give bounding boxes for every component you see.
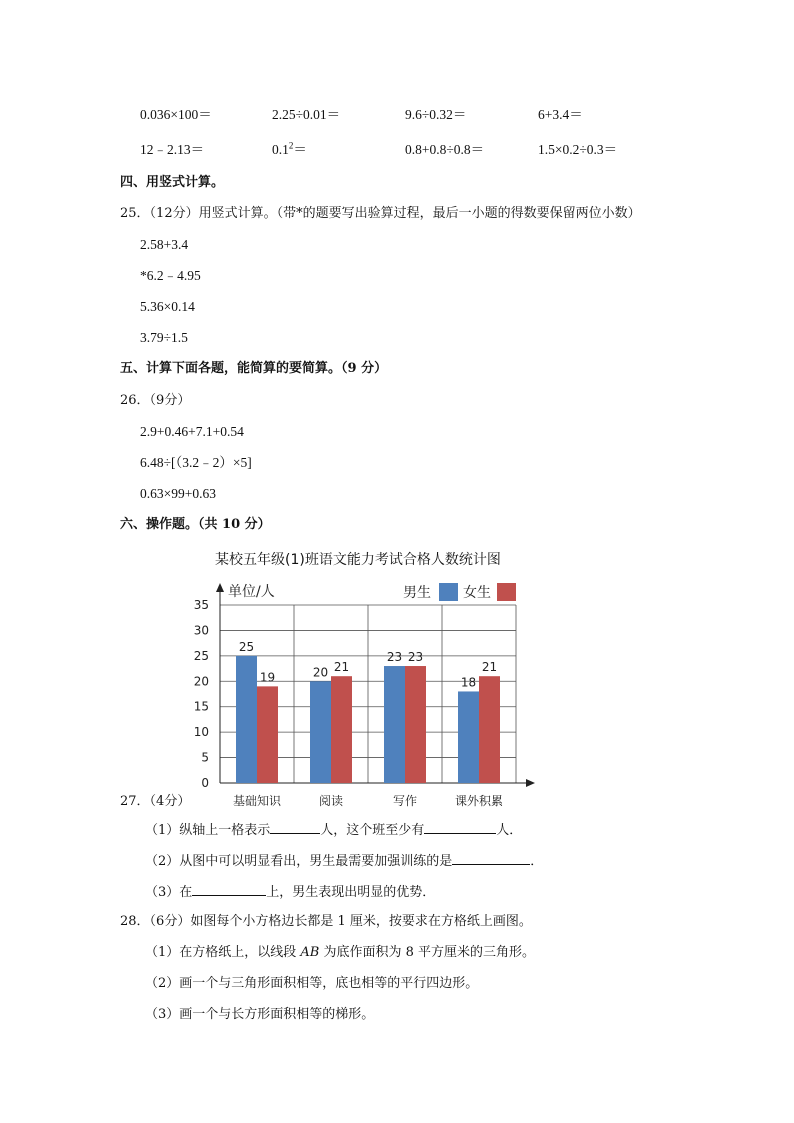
calc-item: 2.9+0.46+7.1+0.54 bbox=[140, 424, 244, 439]
y-tick-label: 0 bbox=[201, 776, 209, 790]
question-28-3: （3）画一个与长方形面积相等的梯形。 bbox=[145, 1007, 375, 1022]
bar bbox=[479, 676, 500, 783]
bar bbox=[236, 656, 257, 783]
y-tick-label: 20 bbox=[193, 674, 209, 689]
calc-item: 6.48÷[（3.2﹣2）×5] bbox=[140, 455, 252, 470]
y-axis-arrow bbox=[216, 583, 224, 592]
legend-swatch bbox=[497, 583, 516, 601]
calc-base: 0.1 bbox=[272, 142, 289, 157]
data-label: 23 bbox=[386, 650, 403, 665]
calc-equals: ＝ bbox=[293, 142, 307, 157]
x-axis-arrow bbox=[526, 779, 535, 787]
section-heading: 五、计算下面各题，能简算的要简算。（9 分） bbox=[120, 361, 388, 376]
calc-item: 0.036×100＝ bbox=[140, 107, 212, 122]
calc-item: 1.5×0.2÷0.3＝ bbox=[538, 142, 618, 157]
bar bbox=[384, 666, 405, 783]
data-label: 21 bbox=[333, 660, 350, 675]
calc-item: 5.36×0.14 bbox=[140, 299, 195, 314]
y-tick-label: 10 bbox=[193, 725, 209, 740]
y-tick-label: 35 bbox=[193, 598, 209, 612]
data-label: 23 bbox=[407, 650, 424, 665]
data-label: 25 bbox=[238, 639, 255, 654]
calc-exponent: 2 bbox=[288, 140, 294, 151]
x-tick-label: 基础知识 bbox=[232, 794, 282, 808]
question-27-2: （2）从图中可以明显看出，男生最需要加强训练的是 ． bbox=[145, 851, 543, 870]
calc-item: 0.63×99+0.63 bbox=[140, 486, 216, 501]
answer-blank[interactable] bbox=[452, 851, 530, 865]
x-tick-label: 阅读 bbox=[318, 794, 344, 808]
question-27-label: 27．（4分） bbox=[120, 794, 191, 809]
x-tick-label: 写作 bbox=[392, 794, 418, 808]
bar bbox=[310, 681, 331, 783]
calc-item: 6+3.4＝ bbox=[538, 107, 583, 122]
x-tick-label: 课外积累 bbox=[454, 794, 504, 808]
question-25: 25．（12分）用竖式计算。（带*的题要写出验算过程，最后一小题的得数要保留两位小数） bbox=[120, 206, 641, 221]
data-label: 19 bbox=[259, 670, 276, 685]
data-label: 20 bbox=[312, 665, 329, 680]
data-label: 18 bbox=[460, 675, 477, 690]
calc-item: 12﹣2.13＝ bbox=[140, 142, 205, 157]
question-26: 26．（9分） bbox=[120, 393, 191, 408]
answer-blank[interactable] bbox=[192, 882, 266, 896]
chart-title: 某校五年级(1)班语文能力考试合格人数统计图 bbox=[215, 552, 501, 568]
calc-item: 3.79÷1.5 bbox=[140, 330, 188, 345]
y-axis-label: 单位/人 bbox=[228, 584, 275, 600]
bar bbox=[331, 676, 352, 783]
answer-blank[interactable] bbox=[270, 820, 320, 834]
y-tick-label: 25 bbox=[193, 648, 209, 663]
bar bbox=[458, 691, 479, 783]
calc-item: 2.58+3.4 bbox=[140, 237, 189, 252]
y-tick-label: 30 bbox=[193, 623, 209, 638]
question-28-label: 28．（6分）如图每个小方格边长都是 1 厘米，按要求在方格纸上画图。 bbox=[120, 914, 532, 929]
calc-item bbox=[272, 142, 307, 158]
calc-item: *6.2﹣4.95 bbox=[140, 268, 201, 283]
data-label: 21 bbox=[481, 660, 498, 675]
section-heading: 六、操作题。（共 10 分） bbox=[120, 517, 271, 532]
calc-item: 2.25÷0.01＝ bbox=[272, 107, 341, 122]
question-28-2: （2）画一个与三角形面积相等，底也相等的平行四边形。 bbox=[145, 976, 479, 991]
question-28-1: （1）在方格纸上，以线段 AB 为底作面积为 8 平方厘米的三角形。 bbox=[145, 945, 536, 960]
legend-swatch bbox=[439, 583, 458, 601]
bar-chart bbox=[0, 570, 794, 830]
y-tick-label: 15 bbox=[193, 699, 209, 714]
section-heading: 四、用竖式计算。 bbox=[120, 175, 225, 190]
segment-ab: AB bbox=[300, 945, 320, 960]
y-tick-label: 5 bbox=[201, 750, 209, 765]
legend-label: 女生 bbox=[463, 585, 491, 601]
legend-label: 男生 bbox=[403, 585, 431, 601]
question-27-1: （1）纵轴上一格表示 人，这个班至少有 人． bbox=[145, 820, 522, 839]
calc-item: 9.6÷0.32＝ bbox=[405, 107, 467, 122]
bar bbox=[257, 686, 278, 783]
answer-blank[interactable] bbox=[424, 820, 496, 834]
question-27-3: （3）在 上，男生表现出明显的优势． bbox=[145, 882, 435, 901]
calc-item: 0.8+0.8÷0.8＝ bbox=[405, 142, 485, 157]
bar bbox=[405, 666, 426, 783]
